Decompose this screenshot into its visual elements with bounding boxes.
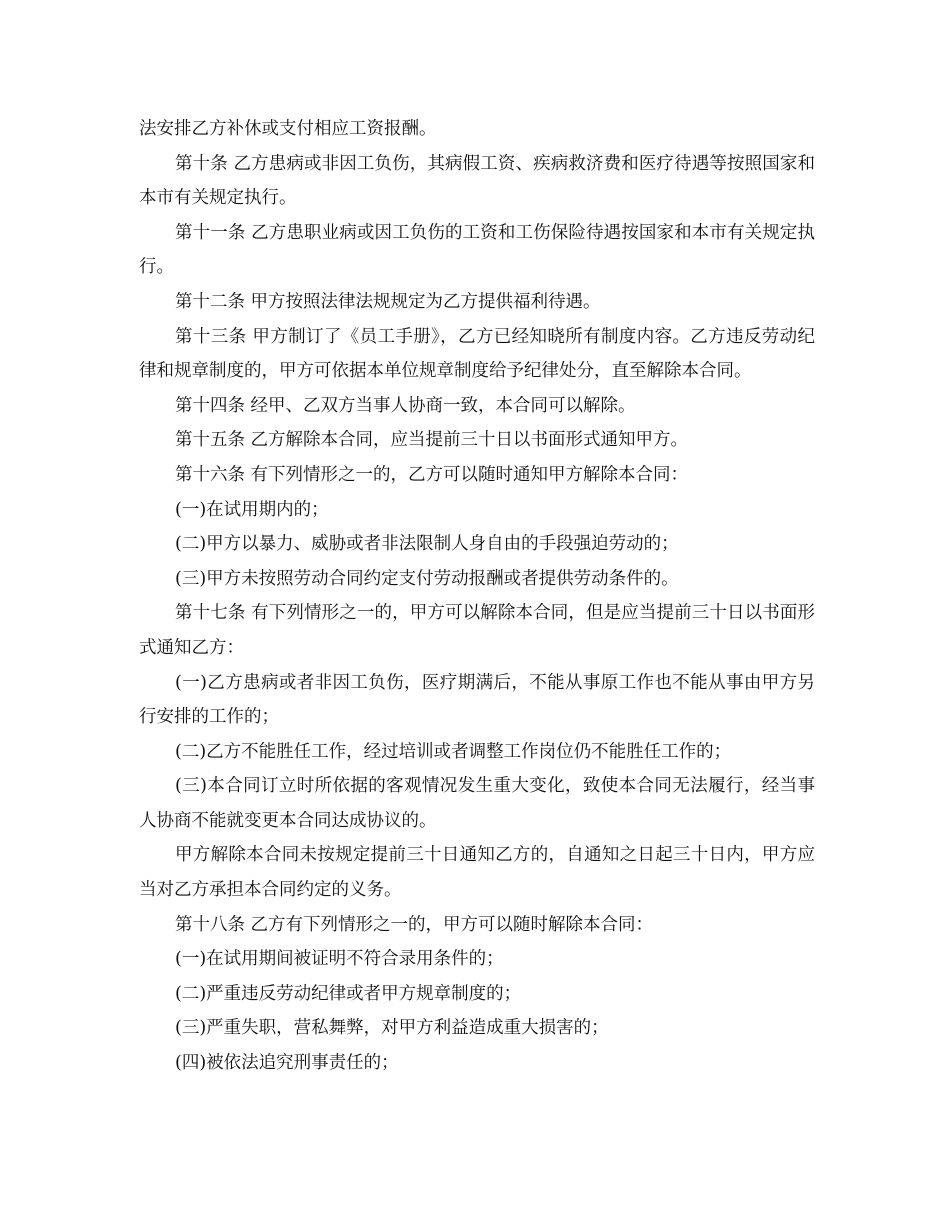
paragraph: 第十五条 乙方解除本合同，应当提前三十日以书面形式通知甲方。 (175, 430, 689, 451)
paragraph: 第十七条 有下列情形之一的，甲方可以解除本合同，但是应当提前三十日以书面形式通知乙方： (139, 603, 815, 658)
list-item: (一)在试用期内的； (175, 499, 329, 520)
list-item: (三)本合同订立时所依据的客观情况发生重大变化，致使本合同无法履行，经当事人协商不能就变更本合同达成协议的。 (139, 776, 815, 831)
list-item: (一)在试用期间被证明不符合录用条件的； (175, 949, 504, 970)
list-item: (四)被依法追究刑事责任的； (175, 1053, 399, 1074)
paragraph: 第十一条 乙方患职业病或因工负伤的工资和工伤保险待遇按国家和本市有关规定执行。 (139, 222, 815, 278)
list-item: (二)乙方不能胜任工作，经过培训或者调整工作岗位仍不能胜任工作的； (175, 741, 732, 762)
list-item: (三)甲方未按照劳动合同约定支付劳动报酬或者提供劳动条件的。 (175, 568, 679, 589)
paragraph: 第十六条 有下列情形之一的，乙方可以随时通知甲方解除本合同： (175, 464, 689, 485)
document-body (139, 112, 815, 1081)
list-item: (三)严重失职，营私舞弊，对甲方利益造成重大损害的； (175, 1018, 609, 1039)
paragraph: 第十条 乙方患病或非因工负伤，其病假工资、疾病救济费和医疗待遇等按照国家和本市有关规定执行。 (139, 153, 815, 209)
paragraph: 第十三条 甲方制订了《员工手册》，乙方已经知晓所有制度内容。乙方违反劳动纪律和规章制度的，甲方可依据本单位规章制度给予纪律处分，直至解除本合同。 (139, 326, 815, 382)
paragraph: 第十八条 乙方有下列情形之一的，甲方可以随时解除本合同： (175, 914, 654, 935)
paragraph: 甲方解除本合同未按规定提前三十日通知乙方的，自通知之日起三十日内，甲方应当对乙方承担本合同约定的义务。 (139, 845, 815, 901)
paragraph: 法安排乙方补休或支付相应工资报酬。 (139, 119, 437, 139)
list-item: (一)乙方患病或者非因工负伤，医疗期满后，不能从事原工作也不能从事由甲方另行安排的工作的； (139, 672, 815, 728)
list-item: (二)严重违反劳动纪律或者甲方规章制度的； (175, 983, 522, 1004)
paragraph: 第十二条 甲方按照法律法规规定为乙方提供福利待遇。 (175, 291, 601, 312)
list-item: (二)甲方以暴力、威胁或者非法限制人身自由的手段强迫劳动的； (175, 534, 679, 555)
paragraph: 第十四条 经甲、乙双方当事人协商一致，本合同可以解除。 (175, 395, 636, 416)
